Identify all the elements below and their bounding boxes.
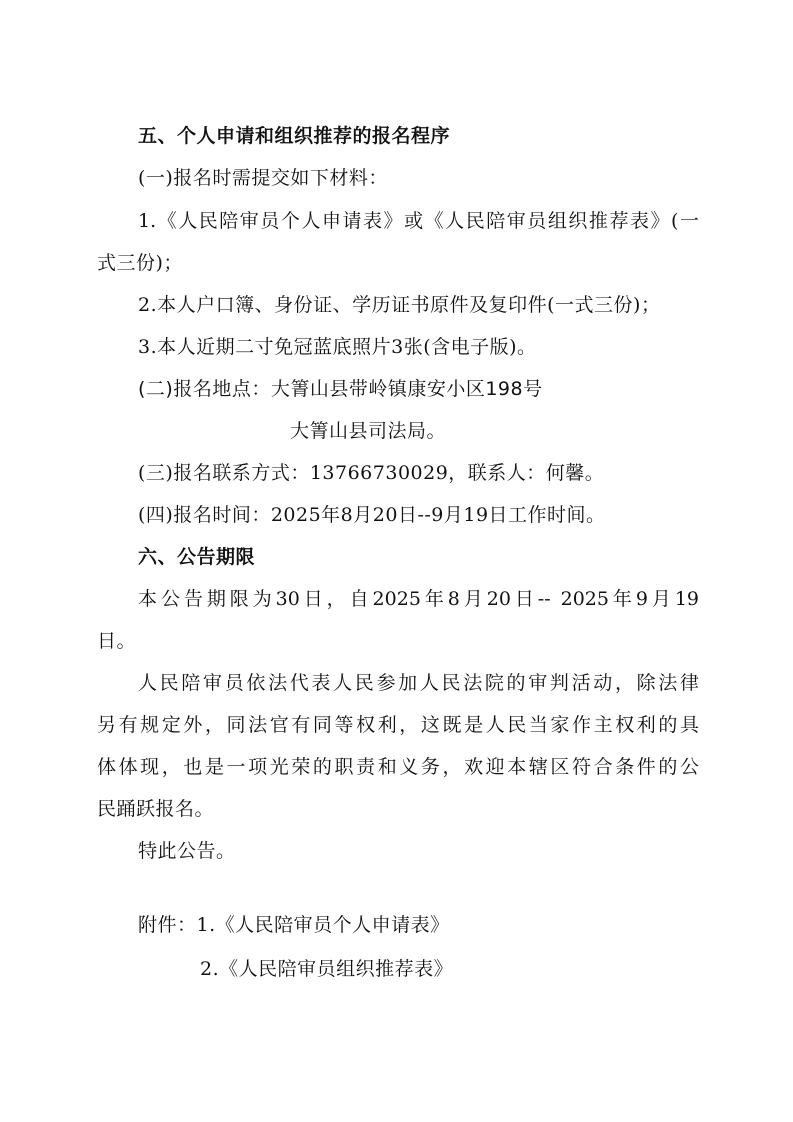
notice-period-paragraph: 本公告期限为30日，自2025年8月20日-- 2025年9月19	[138, 588, 699, 610]
juror-paragraph-line-1: 人民陪审员依法代表人民参加人民法院的审判活动，除法律	[138, 672, 699, 694]
section-6-heading: 六、公告期限	[138, 546, 256, 568]
subsection-1-title: (一)报名时需提交如下材料：	[138, 167, 388, 189]
registration-location-cont: 大箐山县司法局。	[290, 420, 447, 442]
attachment-2: 2.《人民陪审员组织推荐表》	[200, 958, 454, 980]
juror-paragraph-line-4: 民踊跃报名。	[97, 798, 215, 820]
notice-period-paragraph-cont: 日。	[97, 630, 137, 652]
registration-contact: (三)报名联系方式：13766730029，联系人：何馨。	[138, 462, 605, 484]
registration-time: (四)报名时间：2025年8月20日--9月19日工作时间。	[138, 504, 606, 526]
material-item-3: 3.本人近期二寸免冠蓝底照片3张(含电子版)。	[138, 336, 537, 358]
juror-paragraph-line-3: 体体现，也是一项光荣的职责和义务，欢迎本辖区符合条件的公	[97, 756, 699, 778]
juror-paragraph-line-2: 另有规定外，同法官有同等权利，这既是人民当家作主权利的具	[97, 714, 699, 736]
section-5-heading: 五、个人申请和组织推荐的报名程序	[138, 125, 451, 147]
registration-location: (二)报名地点：大箐山县带岭镇康安小区198号	[138, 378, 543, 400]
closing-statement: 特此公告。	[138, 840, 236, 862]
attachment-1: 附件：1.《人民陪审员个人申请表》	[138, 914, 450, 936]
material-item-1-cont: 式三份)；	[97, 252, 183, 274]
material-item-2: 2.本人户口簿、身份证、学历证书原件及复印件(一式三份)；	[138, 294, 661, 316]
material-item-1: 1.《人民陪审员个人申请表》或《人民陪审员组织推荐表》(一	[138, 210, 699, 232]
